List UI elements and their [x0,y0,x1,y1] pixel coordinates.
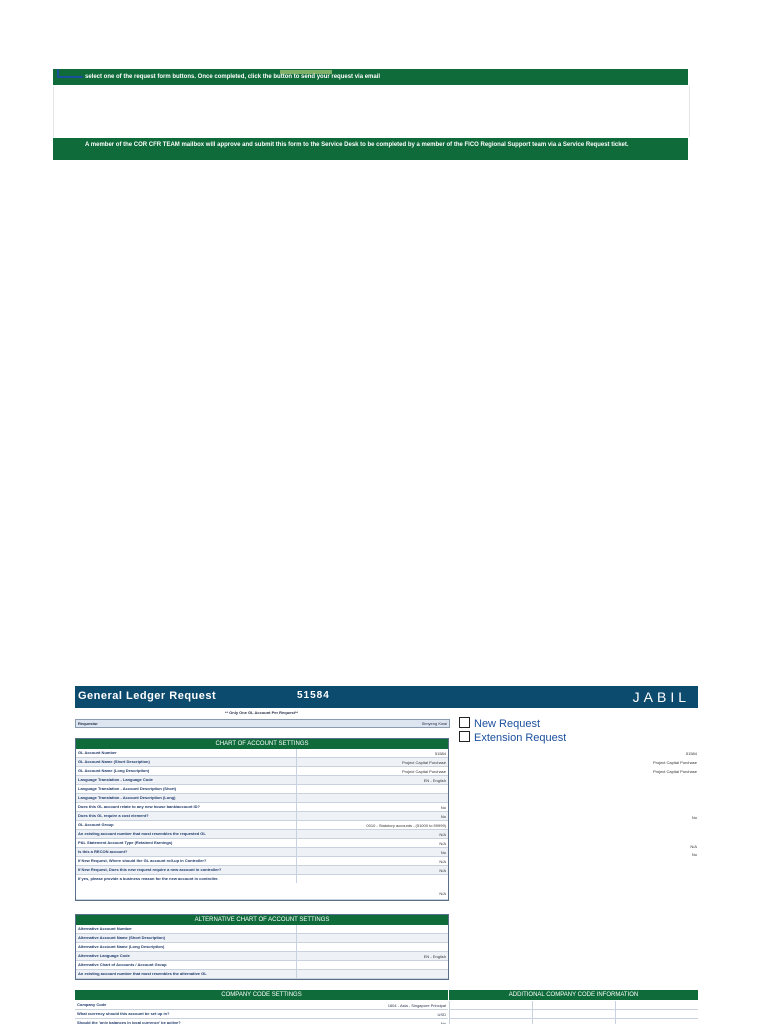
cell-divider [296,812,297,820]
form-row [76,848,448,857]
form-row [76,943,448,952]
instruction-text-top: select one of the request form buttons. Once completed, click the button to send your request via email [85,74,381,80]
field-value[interactable]: N/A [439,832,446,837]
form-row [76,758,448,767]
cell-divider [296,785,297,793]
field-label: Company Code [77,1002,107,1007]
requestor-value[interactable]: Simyeng Kwai [421,721,447,726]
request-number: 51584 [297,690,330,701]
banner-tab-mark [57,69,83,78]
field-value[interactable]: 51584 [434,751,446,756]
cell-divider [449,1010,450,1018]
extension-request-checkbox[interactable] [459,731,566,745]
requestor-label: Requestor [78,721,98,726]
side-value: 51584 [685,751,697,756]
form-row [76,830,448,839]
side-value: No [691,815,697,820]
cell-divider [615,1010,616,1018]
form-row [76,767,448,776]
field-label: Language Translation - Account Description (Long) [78,795,176,800]
form-row [76,952,448,961]
form-row [76,785,448,794]
cell-divider [615,1001,616,1009]
field-value[interactable]: No [440,1021,446,1024]
field-label: Does this GL require a cost element? [78,813,149,818]
one-account-note: ** Only One GL Account Per Request** [224,710,299,715]
field-value[interactable]: 0010 - Statutory accounts - (51000 to 59999) [366,823,446,828]
cell-divider [296,794,297,802]
field-label: Should the 'only balances in local currency' be active? [77,1020,181,1024]
form-row [76,961,448,970]
field-value[interactable]: USD [437,1012,446,1017]
form-row [76,857,448,866]
field-value[interactable]: N/A [439,891,446,896]
cell-divider [296,821,297,829]
section-title: ALTERNATIVE CHART OF ACCOUNT SETTINGS [76,915,448,925]
field-value[interactable]: EN - English [423,954,446,959]
form-row [76,776,448,785]
field-label: GL Account Number [78,750,117,755]
form-row [76,749,448,758]
chart-of-account-section [75,738,449,901]
field-label: Alternative Account Number [78,926,132,931]
side-value: Project Capital Purchase [652,769,697,774]
section-title: CHART OF ACCOUNT SETTINGS [76,739,448,749]
field-label: GL Account Name (Short Description) [78,759,150,764]
field-value[interactable]: N/A [439,859,446,864]
side-value: No [691,852,697,857]
cell-divider [296,875,297,883]
form-row [76,794,448,803]
extension-request-label: Extension Request [474,732,567,744]
field-label: If New Request, Where should the GL account roll-up in Controller? [78,858,207,863]
cell-divider [296,776,297,784]
new-request-checkbox[interactable] [459,717,540,730]
field-label: GL Account Name (Long Description) [78,768,150,773]
field-value[interactable]: No [440,805,446,810]
field-label: Alternative Chart of Accounts / Account Group [78,962,167,967]
field-value[interactable]: N/A [439,868,446,873]
company-code-row [75,1019,448,1024]
additional-info-cells[interactable] [449,1010,698,1019]
field-label: Language Translation - Account Description (Short) [78,786,177,791]
side-value: N/A [690,844,697,849]
cell-divider [449,1019,450,1024]
field-value[interactable]: EN - English [423,778,446,783]
cell-divider [532,1010,533,1018]
form-row [76,934,448,943]
cell-divider [532,1001,533,1009]
cell-divider [296,925,297,933]
cell-divider [296,857,297,865]
form-row [76,970,448,979]
checkbox-icon [459,717,470,728]
instruction-banner-bottom [53,138,688,160]
form-row [76,803,448,812]
cell-divider [296,758,297,766]
form-title: General Ledger Request [78,690,217,702]
cell-divider [296,848,297,856]
field-value[interactable]: Project Capital Purchase [401,769,446,774]
jabil-logo: JABIL [632,689,690,705]
field-label: GL Account Group [78,822,114,827]
form-row [76,925,448,934]
cell-divider [296,943,297,951]
cell-divider [296,803,297,811]
form-row [76,812,448,821]
cell-divider [296,866,297,874]
cell-divider [296,830,297,838]
cell-divider [296,961,297,969]
alternative-chart-section [75,914,449,980]
cell-divider [296,767,297,775]
company-code-section [75,990,698,1024]
instruction-banner-top [53,69,688,85]
cell-divider [296,839,297,847]
field-label: Does this GL account relate to any new house bank/account ID? [78,804,200,809]
cell-divider [296,952,297,960]
field-label: An existing account number that most resembles the alternative GL [78,971,207,976]
field-label: Alternative Language Code [78,953,130,958]
company-code-row [75,1001,448,1010]
form-header [75,686,698,708]
field-label: If yes, please provide a business reason for the new account in controller. [78,876,219,881]
checkbox-icon [459,731,470,742]
field-label: Alternative Account Name (Short Description) [78,935,165,940]
cell-divider [615,1019,616,1024]
cell-divider [296,749,297,757]
field-label: Language Translation - Language Code [78,777,153,782]
side-value: Project Capital Purchase [652,760,697,765]
field-label: If New Request, Does this new request require a new account in controller? [78,867,222,872]
form-row [76,866,448,875]
form-row [76,839,448,848]
button-area [53,86,690,137]
field-label: What currency should this account be set up in? [77,1011,170,1016]
company-code-row [75,1010,448,1019]
field-label: An existing account number that most resembles the requested GL [78,831,206,836]
form-row [76,875,448,900]
new-request-label: New Request [474,718,541,730]
field-label: Is this a RECON account? [78,849,128,854]
cell-divider [296,934,297,942]
field-value[interactable]: 1604 - Asia - Singapore Principal [387,1003,446,1008]
cell-divider [449,1001,450,1009]
additional-company-code-title: ADDITIONAL COMPANY CODE INFORMATION [449,990,698,1000]
field-label: P&L Statement Account Type (Retained Earnings) [78,840,173,845]
instruction-text-bottom: A member of the COR CFR TEAM mailbox will approve and submit this form to the Service Desk to be completed by a member of the FICO Regional Support team via a Service Request ticket. [85,142,629,148]
requestor-row [75,719,450,728]
cell-divider [532,1019,533,1024]
field-label: Alternative Account Name (Long Description) [78,944,165,949]
company-code-title: COMPANY CODE SETTINGS [75,990,448,1000]
field-value[interactable]: No [440,814,446,819]
field-value[interactable]: Project Capital Purchase [401,760,446,765]
cell-divider [296,970,297,978]
form-row [76,821,448,830]
additional-info-cells[interactable] [449,1001,698,1010]
field-value[interactable]: N/A [439,841,446,846]
field-value[interactable]: No [440,850,446,855]
additional-info-cells[interactable] [449,1019,698,1024]
